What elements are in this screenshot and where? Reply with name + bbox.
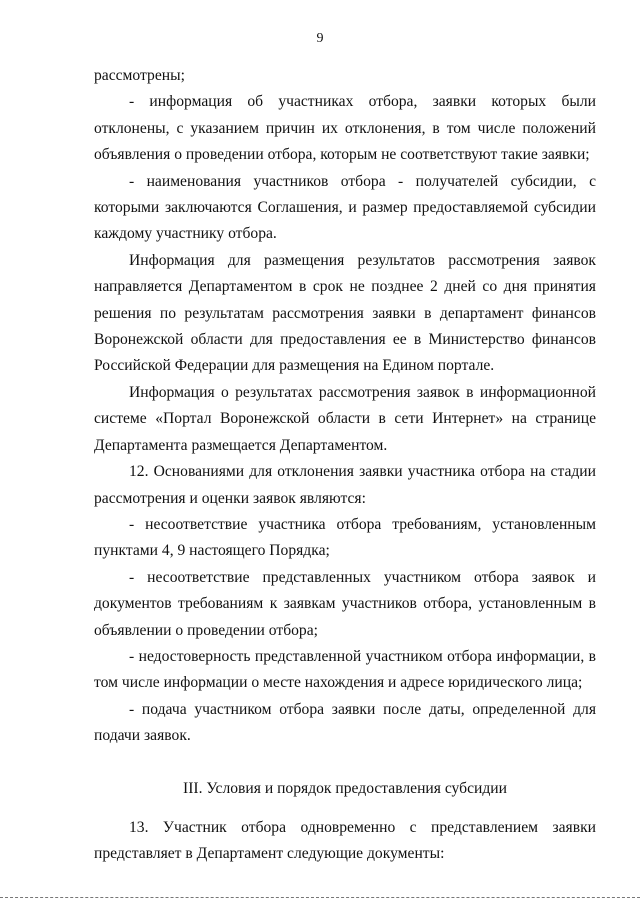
document-body (94, 63, 596, 868)
list-item-rejected-participants: - информация об участниках отбора, заявки которых были отклонены, с указанием причин их отклонения, в том числе положений объявления о проведении отбора, которым не соответствуют такие заявки; (94, 93, 596, 164)
list-item-documents-mismatch: - несоответствие представленных участником отбора заявок и документов требованиям к заявкам участников отбора, установленным в объявлении о проведении отбора; (94, 568, 596, 639)
list-item-late-submission: - подача участником отбора заявки после даты, определенной для подачи заявок. (94, 700, 596, 745)
page-bottom-divider (0, 897, 640, 898)
list-item-subsidy-recipients: - наименования участников отбора - получателей субсидии, с которыми заключаются Соглашения, и размер предоставляемой субсидии каждому участнику отбора. (94, 172, 596, 243)
section-heading: III. Условия и порядок предоставления субсидии (183, 779, 507, 797)
page-number: 9 (316, 31, 324, 46)
paragraph-continuation: рассмотрены; (94, 67, 185, 84)
list-item-unreliable-information: - недостоверность представленной участником отбора информации, в том числе информации о месте нахождения и адресе юридического лица; (94, 647, 596, 692)
list-item-participant-mismatch: - несоответствие участника отбора требованиям, установленным пунктами 4, 9 настоящего Порядка; (94, 515, 596, 560)
clause-13: 13. Участник отбора одновременно с представлением заявки представляет в Департамент следующие документы: (94, 818, 596, 863)
paragraph-results-publication: Информация для размещения результатов рассмотрения заявок направляется Департаментом в срок не позднее 2 дней со дня принятия решения по результатам рассмотрения заявки в департамент финансов Воронежской области для предоставления ее в Министерство финансов Российской Федерации для размещения на Едином портале. (94, 251, 596, 375)
paragraph-portal-information: Информация о результатах рассмотрения заявок в информационной системе «Портал Воронежской области в сети Интернет» на странице Департамента размещается Департаментом. (94, 383, 596, 454)
clause-12: 12. Основаниями для отклонения заявки участника отбора на стадии рассмотрения и оценки заявок являются: (94, 463, 596, 507)
